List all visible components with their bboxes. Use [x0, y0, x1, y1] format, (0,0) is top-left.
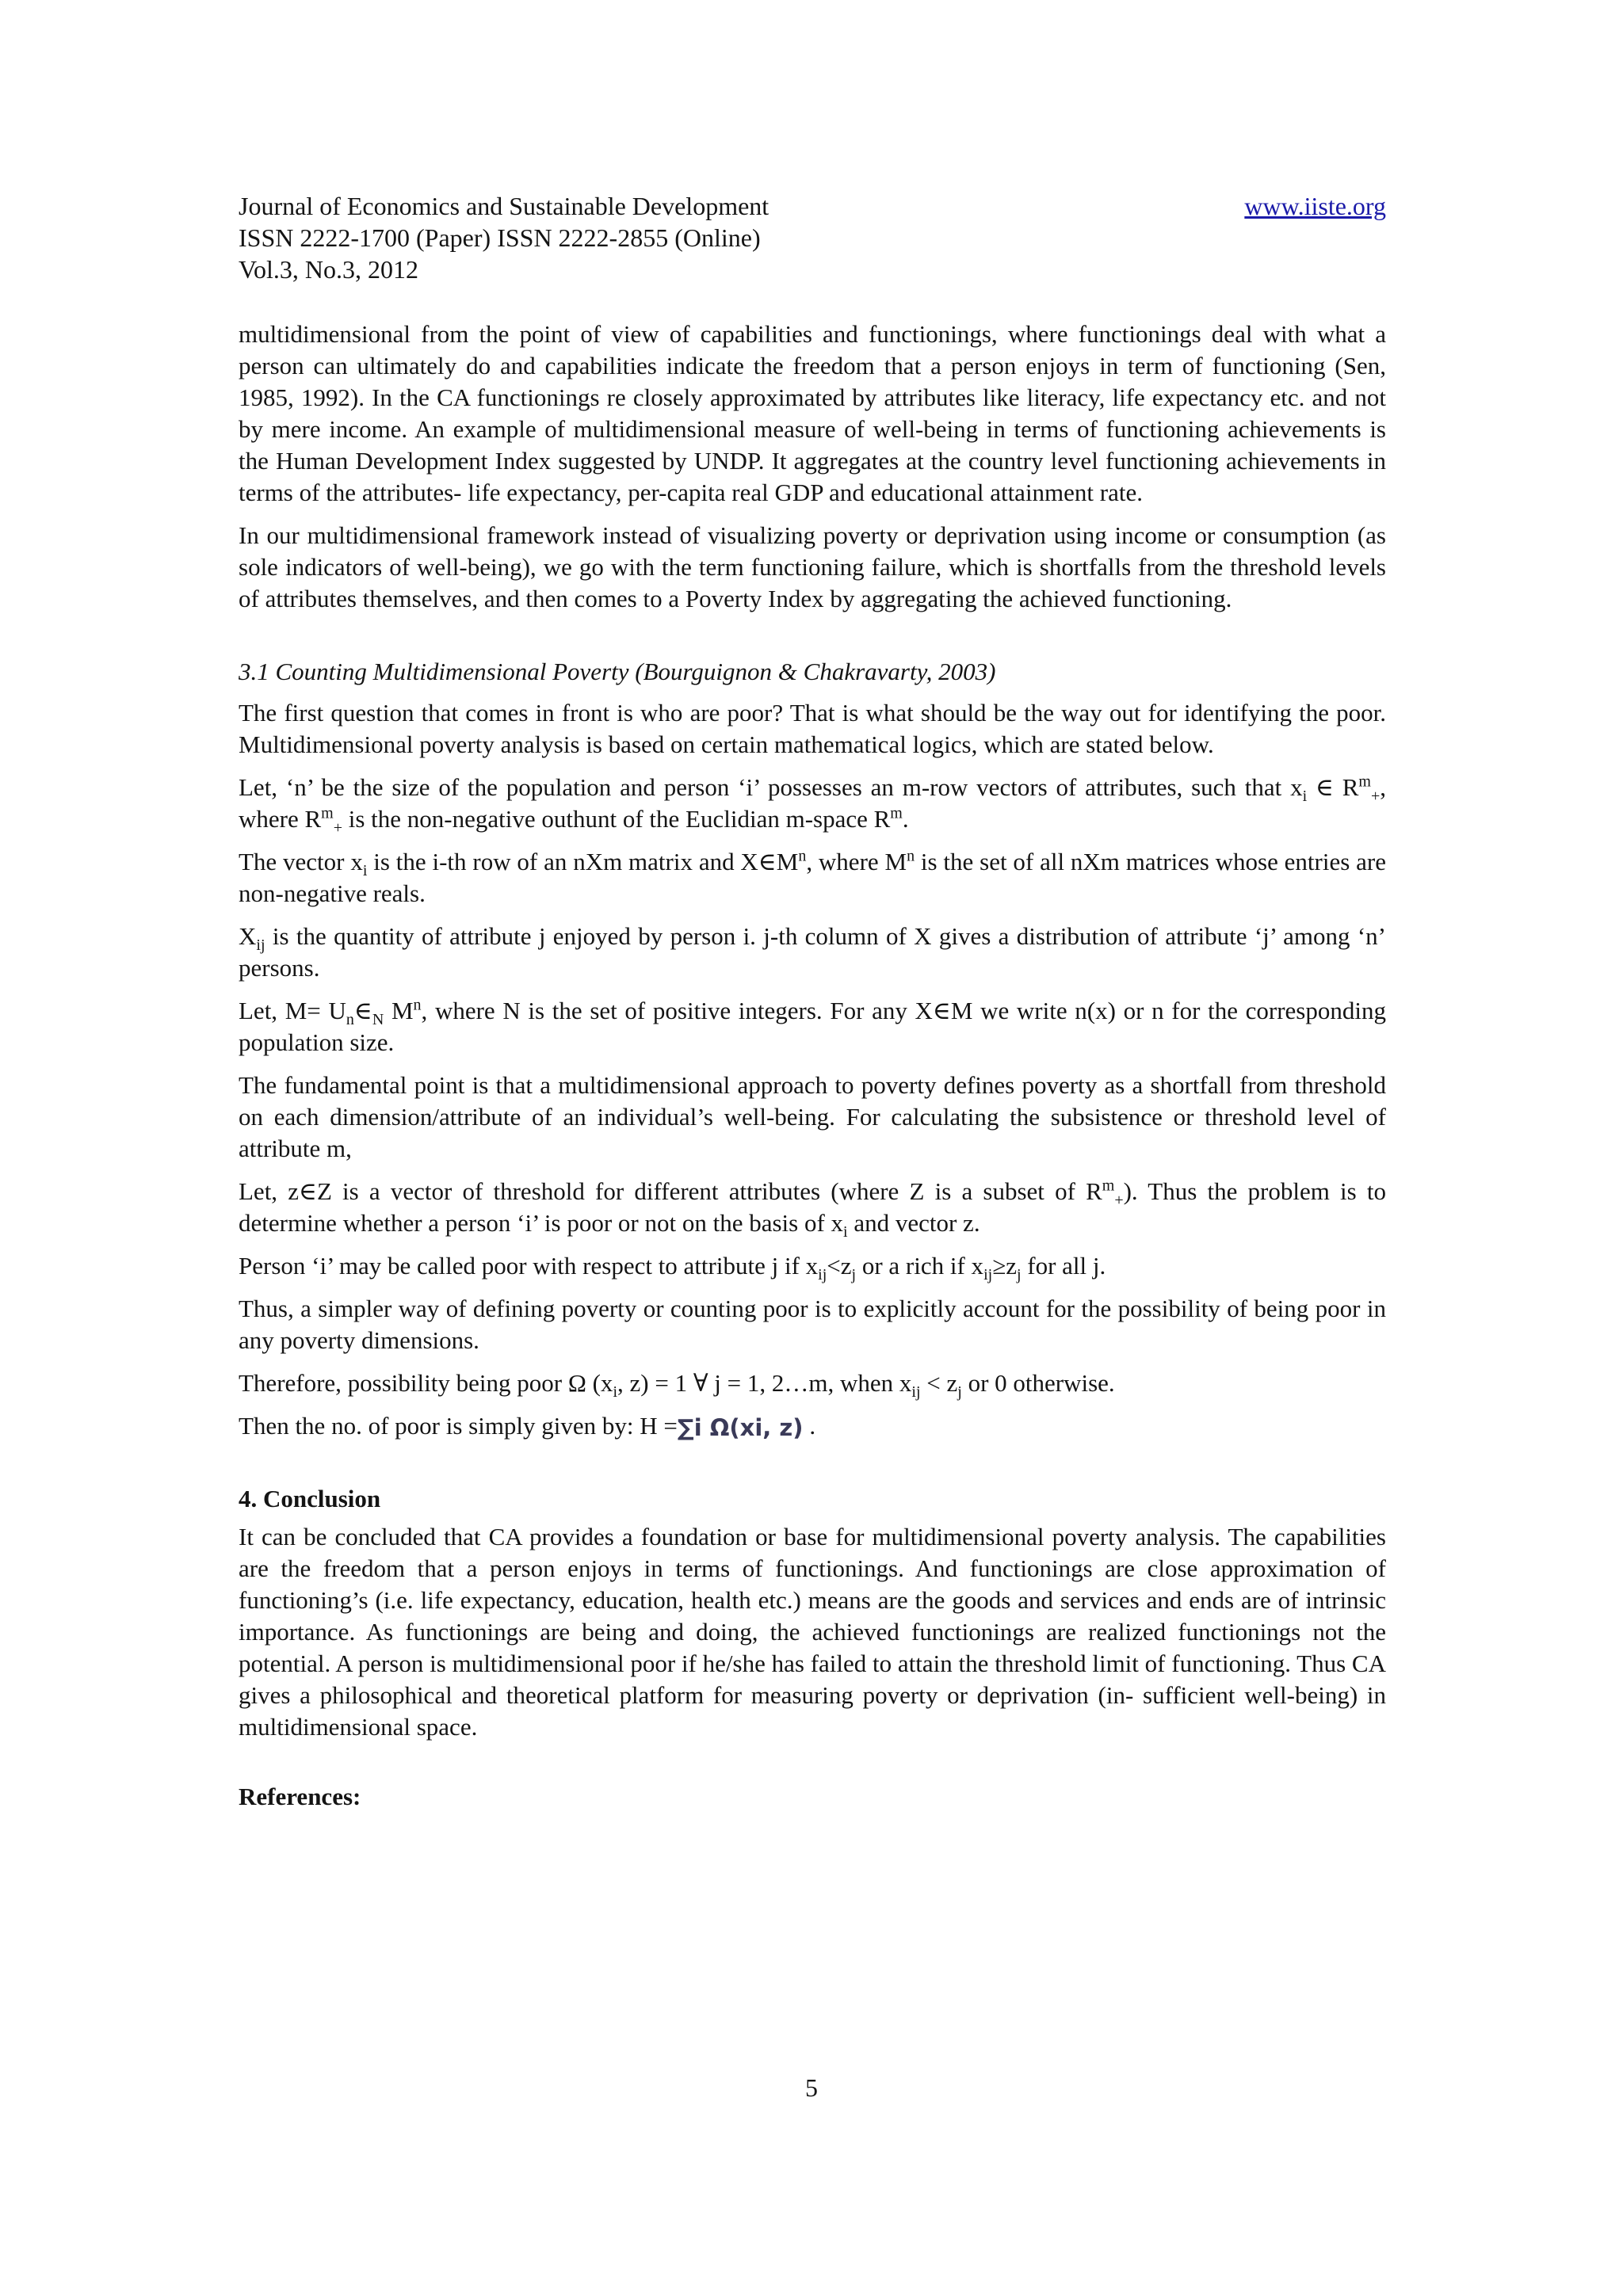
- article-body: [239, 318, 1386, 1813]
- headcount-formula-image: ∑i Ω(xi, z): [677, 1414, 804, 1441]
- paragraph-conclusion: It can be concluded that CA provides a foundation or base for multidimensional poverty analysis. The capabilities are the freedom that a person enjoys in terms of functionings. And functionings are close approximation of functioning’s (i.e. life expectancy, education, health etc.) means are the goods and services and ends are of intrinsic importance. As functionings are being and doing, the achieved functionings are realized functionings not the potential. A person is multidimensional poor if he/she has failed to attain the threshold limit of functioning. Thus CA gives a philosophical and theoretical platform for measuring poverty or deprivation (in- sufficient well-being) in multidimensional space.: [239, 1523, 1386, 1741]
- page-number: 5: [805, 2073, 818, 2102]
- paragraph-vector-definition: The vector $x_i$ is the i-th row of an nXm matrix and $X\in M^n$, where $M^n$ is the set of all nXm matrices whose entries are non-negative reals.: [239, 847, 1386, 907]
- journal-url-link[interactable]: www.iiste.org: [1244, 192, 1386, 220]
- issn-line: ISSN 2222-1700 (Paper) ISSN 2222-2855 (Online): [239, 223, 761, 252]
- references-heading: References:: [239, 1783, 361, 1810]
- volume-line: Vol.3, No.3, 2012: [239, 255, 418, 284]
- journal-title: Journal of Economics and Sustainable Development: [239, 192, 769, 220]
- section-heading-3-1: 3.1 Counting Multidimensional Poverty (Bourguignon & Chakravarty, 2003): [239, 658, 996, 685]
- section-heading-conclusion: 4. Conclusion: [239, 1485, 381, 1512]
- running-header: [239, 190, 1386, 285]
- paragraph-who-are-poor: The first question that comes in front is who are poor? That is what should be the way out for identifying the poor. Multidimensional poverty analysis is based on certain mathematical logics, which are stated below.: [239, 699, 1386, 758]
- paragraph-fundamental-point: The fundamental point is that a multidimensional approach to poverty defines poverty as a shortfall from threshold on each dimension/attribute of an individual’s well-being. For calculating the subsistence or threshold level of attribute m,: [239, 1071, 1386, 1162]
- paragraph-threshold-vector: Let, z∈Z is a vector of threshold for different attributes (where Z is a subset of $R^m_+$). Thus the problem is to determine whether a person ‘i’ is poor or not on the basis of $x_i$ and vector z.: [239, 1177, 1386, 1241]
- paragraph-framework: In our multidimensional framework instead of visualizing poverty or deprivation using income or consumption (as sole indicators of well-being), we go with the term functioning failure, which is shortfalls from the threshold levels of attributes themselves, and then comes to a Poverty Index by aggregating the achieved functioning.: [239, 521, 1386, 612]
- paragraph-capabilities: multidimensional from the point of view of capabilities and functionings, where functionings deal with what a person can ultimately do and capabilities indicate the freedom that a person enjoys in term of functioning (Sen, 1985, 1992). In the CA functionings re closely approximated by attributes like literacy, life expectancy etc. and not by mere income. An example of multidimensional measure of well-being in terms of functioning achievements is the Human Development Index suggested by UNDP. It aggregates at the country level functioning achievements in terms of the attributes- life expectancy, per-capita real GDP and educational attainment rate.: [239, 320, 1386, 506]
- paragraph-poor-indicator: Therefore, possibility being poor Ω ($x_i$, z) = 1 ∀ j = 1, 2…m, when $x_{ij} < z_j$ or 0 otherwise.: [239, 1369, 1115, 1402]
- paragraph-poor-definition: Person ‘i’ may be called poor with respect to attribute j if $x_{ij}<z_j$ or a rich if $x_{ij}\ge z_j$ for all j.: [239, 1252, 1106, 1284]
- paragraph-headcount: Then the no. of poor is simply given by: H =∑i Ω(xi, z) .: [239, 1410, 1386, 1444]
- paragraph-counting-poor: Thus, a simpler way of defining poverty or counting poor is to explicitly account for the possibility of being poor in any poverty dimensions.: [239, 1295, 1386, 1354]
- paragraph-attribute-quantity: $X_{ij}$ is the quantity of attribute j enjoyed by person i. j-th column of X gives a distribution of attribute ‘j’ among ‘n’ persons.: [239, 922, 1386, 982]
- paragraph-matrix-union: Let, $M= U_n\in_N$ $M^n$, where N is the set of positive integers. For any X∈M we write n(x) or n for the corresponding population size.: [239, 996, 1386, 1056]
- paragraph-population-definition: Let, ‘n’ be the size of the population and person ‘i’ possesses an m-row vectors of attributes, such that $x_i$ ∈ $R^m_+$, where $R^m_+$ is the non-negative outhunt of the Euclidian m-space $R^m$.: [239, 772, 1387, 837]
